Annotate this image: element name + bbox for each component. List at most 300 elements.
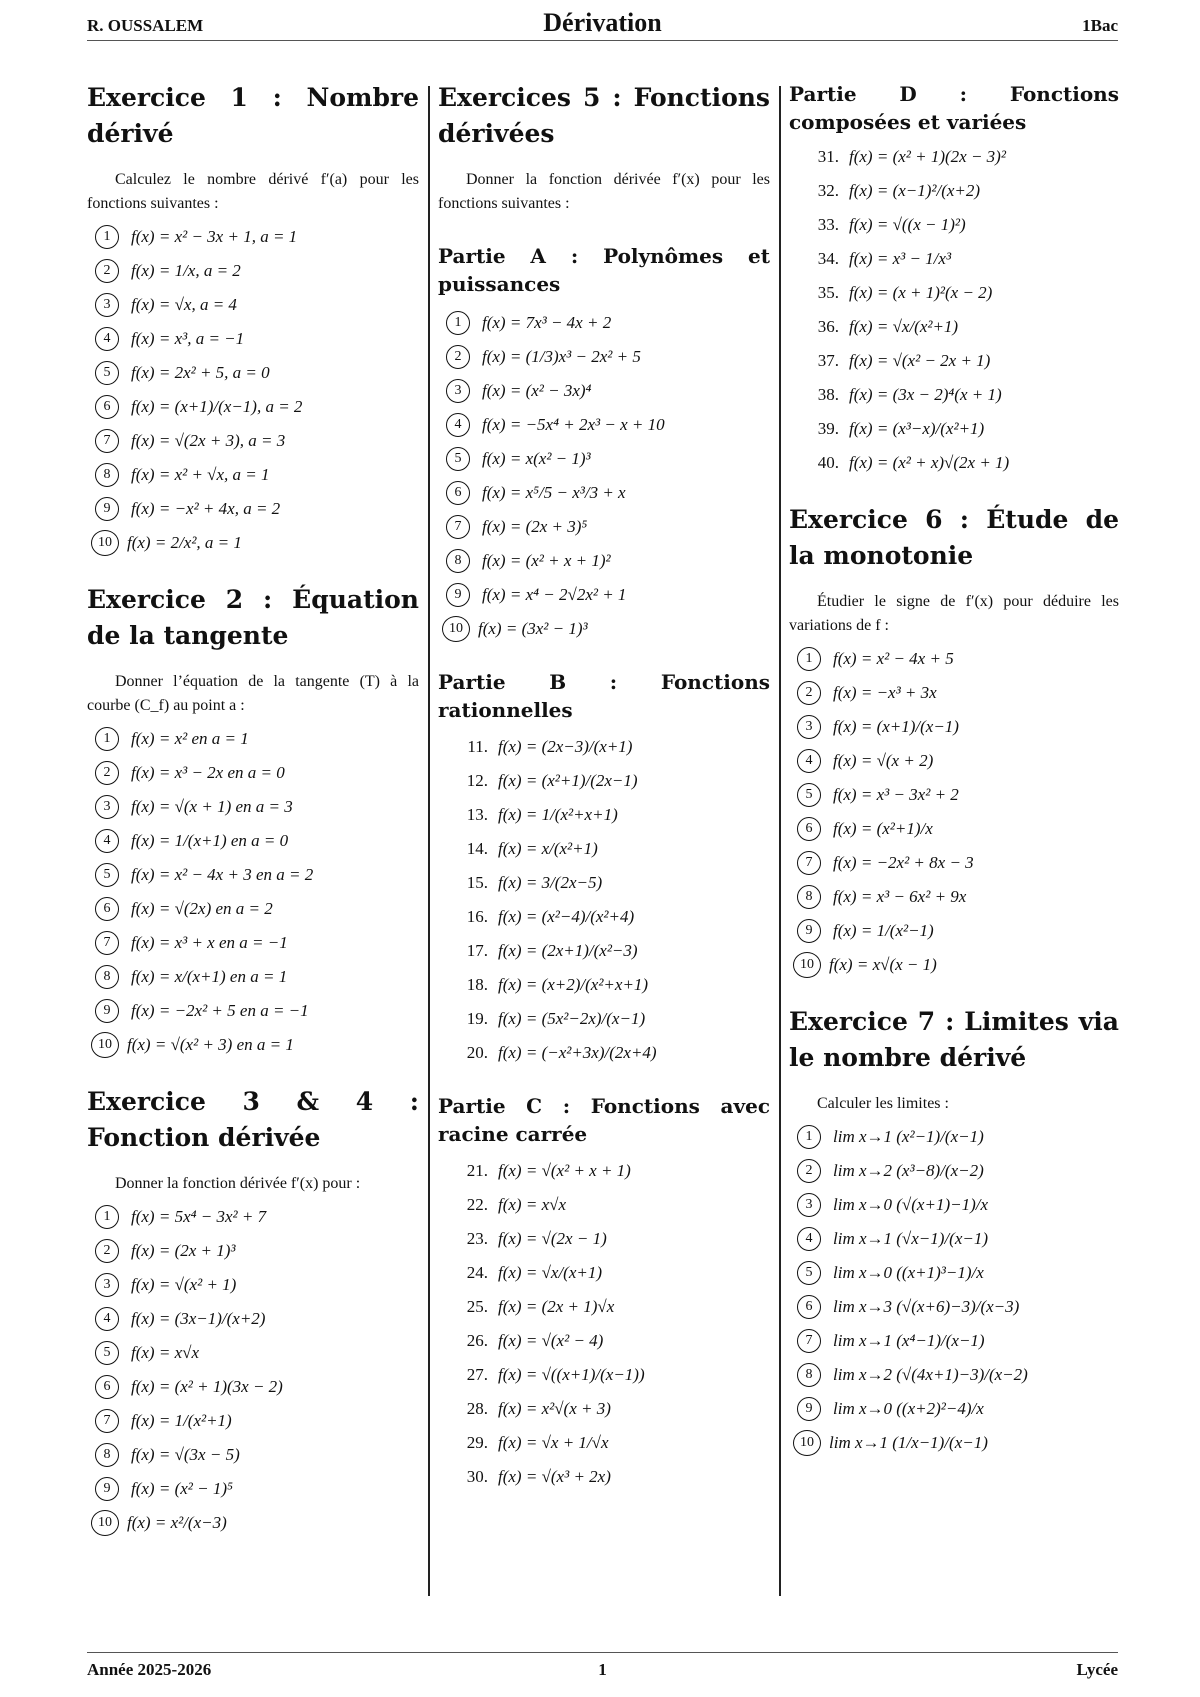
item-number-badge: 10 — [91, 1510, 119, 1536]
math-expression: f(x) = (x+1)/(x−1), a = 2 — [131, 397, 303, 416]
item-number-badge: 2 — [797, 681, 821, 705]
item-number-badge: 4 — [95, 1307, 119, 1331]
math-expression: f(x) = √x, a = 4 — [131, 295, 237, 314]
list-item — [95, 424, 419, 458]
list-item — [95, 322, 419, 356]
list-item — [95, 1404, 419, 1438]
item-number: 23. — [466, 1229, 488, 1248]
exercise-list — [789, 1120, 1119, 1460]
math-expression: f(x) = √(x² + x + 1) — [498, 1161, 631, 1180]
item-number: 31. — [817, 147, 839, 166]
math-expression: f(x) = x/(x²+1) — [498, 839, 598, 858]
list-item — [446, 1036, 770, 1070]
exercise-title: Exercices 5 : Fonctions dérivées — [438, 83, 770, 148]
list-item — [95, 1200, 419, 1234]
math-expression: f(x) = 1/(x+1) en a = 0 — [131, 831, 289, 850]
math-expression: f(x) = 5x⁴ − 3x² + 7 — [131, 1207, 267, 1226]
list-item — [797, 1154, 1119, 1188]
list-item — [446, 1188, 770, 1222]
math-expression: f(x) = √(3x − 5) — [131, 1445, 240, 1464]
list-item — [797, 446, 1119, 480]
list-item — [797, 378, 1119, 412]
math-expression: f(x) = x² − 4x + 5 — [833, 649, 954, 668]
list-item — [797, 846, 1119, 880]
page-header — [87, 6, 1118, 41]
column-left — [87, 80, 419, 1540]
math-expression: f(x) = x³ + x en a = −1 — [131, 933, 288, 952]
item-number-badge: 5 — [797, 783, 821, 807]
list-item — [446, 544, 770, 578]
item-number-badge: 7 — [797, 851, 821, 875]
item-number-badge: 9 — [446, 583, 470, 607]
math-expression: f(x) = x² − 3x + 1, a = 1 — [131, 227, 298, 246]
item-number-badge: 4 — [797, 1227, 821, 1251]
math-expression: lim x→2 (√(4x+1)−3)/(x−2) — [833, 1365, 1028, 1384]
list-item — [446, 1358, 770, 1392]
exercise-intro: Calculer les limites : — [817, 1095, 949, 1112]
item-number-badge: 7 — [95, 1409, 119, 1433]
list-item — [95, 288, 419, 322]
math-expression: lim x→0 ((x+2)²−4)/x — [833, 1399, 984, 1418]
math-expression: f(x) = (x²−4)/(x²+4) — [498, 907, 635, 926]
math-expression: f(x) = (x−1)²/(x+2) — [849, 181, 981, 200]
list-item — [95, 722, 419, 756]
item-number-badge: 3 — [797, 1193, 821, 1217]
page-number: 1 — [598, 1660, 607, 1679]
math-expression: f(x) = √((x+1)/(x−1)) — [498, 1365, 645, 1384]
list-item — [446, 476, 770, 510]
math-expression: f(x) = √(x + 2) — [833, 751, 934, 770]
list-item — [95, 1438, 419, 1472]
math-expression: f(x) = √(x² + 1) — [131, 1275, 237, 1294]
list-item — [446, 1256, 770, 1290]
list-item — [446, 1324, 770, 1358]
part-c-list — [438, 1154, 770, 1494]
math-expression: f(x) = x⁴ − 2√2x² + 1 — [482, 585, 627, 604]
item-number-badge: 1 — [446, 311, 470, 335]
item-number-badge: 10 — [442, 616, 470, 642]
list-item — [446, 798, 770, 832]
math-expression: lim x→1 (x²−1)/(x−1) — [833, 1127, 984, 1146]
list-item — [446, 1222, 770, 1256]
math-expression: f(x) = −2x² + 5 en a = −1 — [131, 1001, 309, 1020]
item-number-badge: 8 — [95, 965, 119, 989]
list-item — [797, 710, 1119, 744]
list-item — [95, 1302, 419, 1336]
item-number: 12. — [466, 771, 488, 790]
exercise-title: Exercice 7 : Limites via le nombre dérivé — [789, 1007, 1119, 1072]
list-item — [797, 1256, 1119, 1290]
list-item — [446, 408, 770, 442]
math-expression: f(x) = x³ − 6x² + 9x — [833, 887, 967, 906]
math-expression: f(x) = (2x−3)/(x+1) — [498, 737, 633, 756]
math-expression: lim x→3 (√(x+6)−3)/(x−3) — [833, 1297, 1020, 1316]
item-number: 30. — [466, 1467, 488, 1486]
page-footer — [87, 1652, 1118, 1683]
item-number-badge: 5 — [797, 1261, 821, 1285]
list-item — [797, 642, 1119, 676]
list-item — [797, 412, 1119, 446]
list-item — [446, 510, 770, 544]
list-item — [446, 306, 770, 340]
item-number: 38. — [817, 385, 839, 404]
exercise-list — [87, 220, 419, 560]
item-number: 28. — [466, 1399, 488, 1418]
list-item — [446, 764, 770, 798]
item-number: 20. — [466, 1043, 488, 1062]
math-expression: f(x) = √x + 1/√x — [498, 1433, 609, 1452]
item-number-badge: 1 — [95, 225, 119, 249]
column-right — [789, 80, 1119, 1460]
item-number-badge: 2 — [446, 345, 470, 369]
math-expression: lim x→2 (x³−8)/(x−2) — [833, 1161, 984, 1180]
exercise-intro: Calculez le nombre dérivé f′(a) pour les fonctions suivantes : — [87, 171, 419, 212]
math-expression: f(x) = (2x + 1)√x — [498, 1297, 615, 1316]
column-divider — [428, 86, 430, 1596]
math-expression: f(x) = 7x³ − 4x + 2 — [482, 313, 612, 332]
item-number-badge: 1 — [95, 727, 119, 751]
list-item — [95, 790, 419, 824]
math-expression: f(x) = (x + 1)²(x − 2) — [849, 283, 993, 302]
math-expression: f(x) = (x² − 3x)⁴ — [482, 381, 592, 400]
part-d-title: Partie D : Fonctions composées et variées — [789, 82, 1119, 134]
math-expression: f(x) = (x² + x + 1)² — [482, 551, 611, 570]
item-number-badge: 10 — [91, 530, 119, 556]
exercise-7 — [789, 1004, 1119, 1460]
list-item — [95, 390, 419, 424]
item-number-badge: 10 — [793, 952, 821, 978]
list-item — [446, 1460, 770, 1494]
math-expression: f(x) = x⁵/5 − x³/3 + x — [482, 483, 626, 502]
item-number: 22. — [466, 1195, 488, 1214]
item-number: 34. — [817, 249, 839, 268]
math-expression: f(x) = √(2x) en a = 2 — [131, 899, 273, 918]
item-number-badge: 9 — [95, 999, 119, 1023]
math-expression: f(x) = (x²+1)/x — [833, 819, 933, 838]
part-b-list — [438, 730, 770, 1070]
math-expression: f(x) = −2x² + 8x − 3 — [833, 853, 974, 872]
item-number-badge: 3 — [95, 795, 119, 819]
list-item — [797, 208, 1119, 242]
math-expression: f(x) = (1/3)x³ − 2x² + 5 — [482, 347, 641, 366]
math-expression: f(x) = (x+1)/(x−1) — [833, 717, 959, 736]
math-expression: f(x) = (x² − 1)⁵ — [131, 1479, 233, 1498]
math-expression: f(x) = 1/(x²−1) — [833, 921, 934, 940]
math-expression: f(x) = x√x — [498, 1195, 566, 1214]
math-expression: f(x) = (3x − 2)⁴(x + 1) — [849, 385, 1002, 404]
level: 1Bac — [1082, 16, 1118, 35]
item-number-badge: 8 — [797, 885, 821, 909]
item-number-badge: 3 — [95, 1273, 119, 1297]
math-expression: f(x) = (2x+1)/(x²−3) — [498, 941, 638, 960]
item-number-badge: 9 — [797, 919, 821, 943]
item-number-badge: 8 — [797, 1363, 821, 1387]
exercise-title: Exercice 1 : Nombre dérivé — [87, 83, 419, 148]
part-b-title: Partie B : Fonctions rationnelles — [438, 670, 770, 722]
math-expression: f(x) = (x+2)/(x²+x+1) — [498, 975, 649, 994]
math-expression: f(x) = (x² + 1)(2x − 3)² — [849, 147, 1006, 166]
math-expression: f(x) = x³ − 1/x³ — [849, 249, 952, 268]
exercise-intro: Donner la fonction dérivée f′(x) pour les fonctions suivantes : — [438, 171, 770, 212]
list-item — [446, 900, 770, 934]
list-item — [446, 374, 770, 408]
exercise-intro: Donner l’équation de la tangente (T) à la courbe (C_f) au point a : — [87, 673, 419, 714]
math-expression: f(x) = x²√(x + 3) — [498, 1399, 611, 1418]
item-number-badge: 4 — [95, 829, 119, 853]
math-expression: f(x) = (x² + x)√(2x + 1) — [849, 453, 1010, 472]
item-number-badge: 5 — [446, 447, 470, 471]
exercise-title: Exercice 3 & 4 : Fonction dérivée — [87, 1087, 419, 1152]
part-c-title: Partie C : Fonctions avec racine carrée — [438, 1094, 770, 1146]
item-number: 24. — [466, 1263, 488, 1282]
list-item — [446, 578, 770, 612]
math-expression: f(x) = x(x² − 1)³ — [482, 449, 591, 468]
item-number-badge: 1 — [95, 1205, 119, 1229]
exercise-title: Exercice 2 : Équation de la tangente — [87, 585, 419, 650]
list-item — [797, 1324, 1119, 1358]
list-item — [95, 1506, 419, 1540]
math-expression: f(x) = √(2x + 3), a = 3 — [131, 431, 286, 450]
list-item — [797, 1358, 1119, 1392]
school-name: Lycée — [1076, 1660, 1118, 1679]
math-expression: lim x→1 (1/x−1)/(x−1) — [829, 1433, 988, 1452]
item-number-badge: 8 — [95, 1443, 119, 1467]
list-item — [797, 676, 1119, 710]
list-item — [797, 1120, 1119, 1154]
math-expression: f(x) = (2x + 1)³ — [131, 1241, 236, 1260]
item-number-badge: 5 — [95, 361, 119, 385]
math-expression: f(x) = x² + √x, a = 1 — [131, 465, 270, 484]
item-number-badge: 2 — [95, 1239, 119, 1263]
list-item — [797, 778, 1119, 812]
list-item — [95, 1234, 419, 1268]
math-expression: f(x) = √(2x − 1) — [498, 1229, 607, 1248]
school-year: Année 2025-2026 — [87, 1660, 212, 1679]
item-number: 40. — [817, 453, 839, 472]
item-number-badge: 8 — [446, 549, 470, 573]
item-number: 27. — [466, 1365, 488, 1384]
math-expression: f(x) = √(x² − 4) — [498, 1331, 604, 1350]
list-item — [446, 1002, 770, 1036]
item-number: 32. — [817, 181, 839, 200]
list-item — [446, 730, 770, 764]
item-number: 17. — [466, 941, 488, 960]
list-item — [95, 1336, 419, 1370]
list-item — [446, 968, 770, 1002]
item-number-badge: 1 — [797, 1125, 821, 1149]
math-expression: f(x) = √x/(x²+1) — [849, 317, 959, 336]
author: R. OUSSALEM — [87, 16, 204, 35]
list-item — [797, 276, 1119, 310]
math-expression: f(x) = x³ − 3x² + 2 — [833, 785, 959, 804]
item-number-badge: 6 — [446, 481, 470, 505]
list-item — [797, 1392, 1119, 1426]
exercise-5 — [438, 80, 770, 1494]
list-item — [95, 458, 419, 492]
math-expression: f(x) = 1/x, a = 2 — [131, 261, 241, 280]
item-number-badge: 4 — [95, 327, 119, 351]
list-item — [797, 744, 1119, 778]
math-expression: f(x) = (3x² − 1)³ — [478, 619, 588, 638]
list-item — [797, 174, 1119, 208]
item-number: 21. — [466, 1161, 488, 1180]
item-number: 35. — [817, 283, 839, 302]
exercise-intro: Étudier le signe de f′(x) pour déduire les variations de f : — [789, 593, 1119, 634]
item-number-badge: 7 — [95, 429, 119, 453]
item-number-badge: 6 — [95, 1375, 119, 1399]
list-item — [95, 254, 419, 288]
math-expression: f(x) = −x³ + 3x — [833, 683, 937, 702]
list-item — [446, 1154, 770, 1188]
item-number: 13. — [466, 805, 488, 824]
exercise-1 — [87, 80, 419, 560]
column-middle — [438, 80, 770, 1494]
item-number: 14. — [466, 839, 488, 858]
math-expression: f(x) = √((x − 1)²) — [849, 215, 966, 234]
item-number-badge: 6 — [95, 395, 119, 419]
math-expression: f(x) = 1/(x²+x+1) — [498, 805, 618, 824]
item-number-badge: 7 — [797, 1329, 821, 1353]
list-item — [446, 442, 770, 476]
item-number-badge: 2 — [95, 761, 119, 785]
item-number-badge: 7 — [95, 931, 119, 955]
list-item — [797, 914, 1119, 948]
item-number: 39. — [817, 419, 839, 438]
math-expression: f(x) = x³, a = −1 — [131, 329, 245, 348]
exercise-list — [789, 642, 1119, 982]
list-item — [797, 1188, 1119, 1222]
item-number: 18. — [466, 975, 488, 994]
math-expression: f(x) = √(x + 1) en a = 3 — [131, 797, 293, 816]
math-expression: f(x) = x² en a = 1 — [131, 729, 249, 748]
math-expression: f(x) = √(x² + 3) en a = 1 — [127, 1035, 294, 1054]
exercise-list — [87, 1200, 419, 1540]
math-expression: f(x) = √x/(x+1) — [498, 1263, 603, 1282]
item-number-badge: 9 — [797, 1397, 821, 1421]
list-item — [797, 242, 1119, 276]
list-item — [95, 1268, 419, 1302]
item-number: 33. — [817, 215, 839, 234]
list-item — [446, 1290, 770, 1324]
math-expression: f(x) = (3x−1)/(x+2) — [131, 1309, 266, 1328]
list-item — [797, 948, 1119, 982]
list-item — [95, 356, 419, 390]
list-item — [95, 1028, 419, 1062]
item-number-badge: 6 — [95, 897, 119, 921]
list-item — [446, 340, 770, 374]
math-expression: f(x) = (5x²−2x)/(x−1) — [498, 1009, 646, 1028]
item-number-badge: 5 — [95, 863, 119, 887]
column-divider — [779, 86, 781, 1596]
item-number: 25. — [466, 1297, 488, 1316]
item-number-badge: 6 — [797, 817, 821, 841]
exercise-3-4 — [87, 1084, 419, 1540]
list-item — [95, 1370, 419, 1404]
item-number-badge: 3 — [95, 293, 119, 317]
math-expression: lim x→0 (√(x+1)−1)/x — [833, 1195, 989, 1214]
item-number: 15. — [466, 873, 488, 892]
item-number-badge: 7 — [446, 515, 470, 539]
item-number-badge: 9 — [95, 497, 119, 521]
math-expression: f(x) = x√(x − 1) — [829, 955, 937, 974]
item-number-badge: 6 — [797, 1295, 821, 1319]
item-number-badge: 3 — [446, 379, 470, 403]
math-expression: f(x) = (2x + 3)⁵ — [482, 517, 588, 536]
list-item — [446, 1426, 770, 1460]
item-number: 19. — [466, 1009, 488, 1028]
list-item — [95, 492, 419, 526]
item-number-badge: 4 — [446, 413, 470, 437]
list-item — [95, 756, 419, 790]
item-number-badge: 10 — [91, 1032, 119, 1058]
math-expression: lim x→1 (√x−1)/(x−1) — [833, 1229, 989, 1248]
part-a-list — [438, 306, 770, 646]
math-expression: f(x) = √(x³ + 2x) — [498, 1467, 611, 1486]
math-expression: f(x) = (x³−x)/(x²+1) — [849, 419, 985, 438]
list-item — [446, 832, 770, 866]
item-number: 36. — [817, 317, 839, 336]
math-expression: lim x→0 ((x+1)³−1)/x — [833, 1263, 984, 1282]
list-item — [95, 1472, 419, 1506]
list-item — [797, 1222, 1119, 1256]
list-item — [797, 812, 1119, 846]
item-number-badge: 5 — [95, 1341, 119, 1365]
math-expression: f(x) = x√x — [131, 1343, 199, 1362]
math-expression: f(x) = x/(x+1) en a = 1 — [131, 967, 288, 986]
math-expression: lim x→1 (x⁴−1)/(x−1) — [833, 1331, 985, 1350]
list-item — [446, 866, 770, 900]
math-expression: f(x) = 1/(x²+1) — [131, 1411, 232, 1430]
exercise-6 — [789, 502, 1119, 982]
list-item — [95, 960, 419, 994]
page-title: Dérivation — [543, 8, 662, 37]
math-expression: f(x) = (x² + 1)(3x − 2) — [131, 1377, 283, 1396]
math-expression: f(x) = 2x² + 5, a = 0 — [131, 363, 270, 382]
list-item — [797, 1426, 1119, 1460]
math-expression: f(x) = −5x⁴ + 2x³ − x + 10 — [482, 415, 665, 434]
item-number: 16. — [466, 907, 488, 926]
math-expression: f(x) = 3/(2x−5) — [498, 873, 603, 892]
item-number-badge: 8 — [95, 463, 119, 487]
list-item — [95, 858, 419, 892]
item-number-badge: 10 — [793, 1430, 821, 1456]
math-expression: f(x) = x³ − 2x en a = 0 — [131, 763, 285, 782]
list-item — [95, 892, 419, 926]
item-number: 26. — [466, 1331, 488, 1350]
list-item — [95, 220, 419, 254]
item-number-badge: 9 — [95, 1477, 119, 1501]
math-expression: f(x) = (−x²+3x)/(2x+4) — [498, 1043, 657, 1062]
item-number-badge: 3 — [797, 715, 821, 739]
item-number: 29. — [466, 1433, 488, 1452]
exercise-intro: Donner la fonction dérivée f′(x) pour : — [115, 1175, 361, 1192]
exercise-title: Exercice 6 : Étude de la monotonie — [789, 505, 1119, 570]
list-item — [95, 824, 419, 858]
list-item — [446, 612, 770, 646]
list-item — [446, 1392, 770, 1426]
math-expression: f(x) = x²/(x−3) — [127, 1513, 227, 1532]
list-item — [95, 994, 419, 1028]
item-number-badge: 2 — [797, 1159, 821, 1183]
item-number-badge: 1 — [797, 647, 821, 671]
list-item — [797, 140, 1119, 174]
math-expression: f(x) = √(x² − 2x + 1) — [849, 351, 991, 370]
list-item — [797, 1290, 1119, 1324]
item-number-badge: 4 — [797, 749, 821, 773]
math-expression: f(x) = (x²+1)/(2x−1) — [498, 771, 638, 790]
list-item — [797, 310, 1119, 344]
math-expression: f(x) = 2/x², a = 1 — [127, 533, 242, 552]
